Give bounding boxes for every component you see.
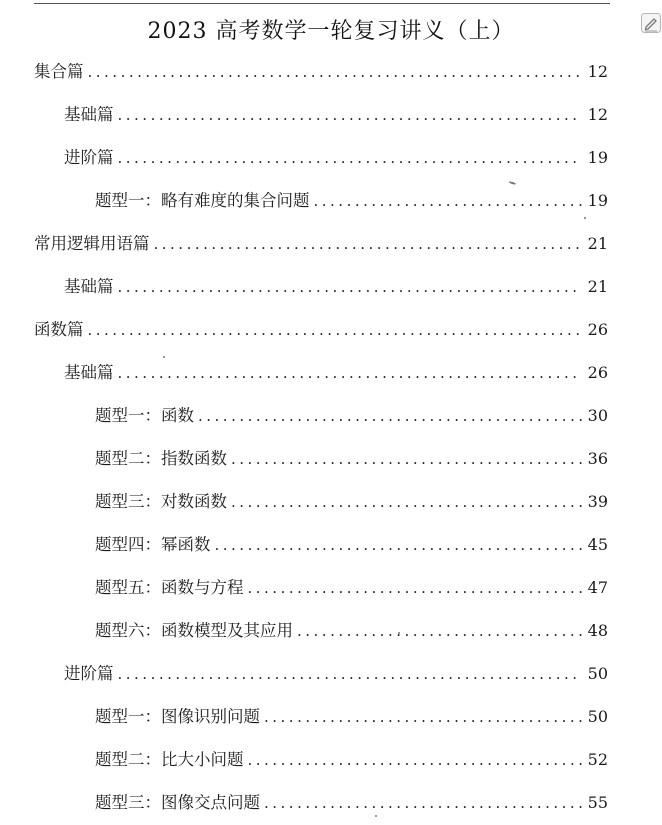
toc-entry-page: 21	[587, 234, 608, 253]
toc-leader-dots	[264, 705, 582, 729]
scan-speck	[398, 632, 400, 634]
toc-entry[interactable]	[95, 619, 608, 643]
toc-entry[interactable]	[95, 447, 608, 471]
toc-entry-label: 题型一：函数	[95, 406, 194, 425]
toc-entry[interactable]	[95, 490, 608, 514]
toc-entry-label: 进阶篇	[64, 664, 114, 683]
toc-entry[interactable]	[64, 662, 608, 686]
toc-entry-page: 12	[587, 62, 608, 81]
toc-entry-page: 21	[587, 277, 608, 296]
toc-leader-dots	[118, 662, 583, 686]
toc-entry-page: 19	[587, 191, 608, 210]
toc-entry-page: 48	[587, 621, 608, 640]
toc-entry[interactable]	[95, 533, 608, 557]
toc-entry[interactable]	[95, 189, 608, 213]
toc-leader-dots	[154, 232, 583, 256]
toc-entry-label: 题型一：略有难度的集合问题	[95, 191, 310, 210]
toc-leader-dots	[118, 275, 583, 299]
toc-leader-dots	[198, 404, 582, 428]
toc-entry-page: 12	[587, 105, 608, 124]
toc-entry-label: 进阶篇	[64, 148, 114, 167]
toc-entry[interactable]	[95, 791, 608, 815]
toc-leader-dots	[215, 533, 583, 557]
toc-leader-dots	[118, 361, 583, 385]
toc-entry-page: 45	[587, 535, 608, 554]
toc-entry-label: 基础篇	[64, 105, 114, 124]
toc-entry-label: 函数篇	[34, 320, 84, 339]
toc-entry-label: 题型二：比大小问题	[95, 750, 244, 769]
toc-entry[interactable]	[95, 404, 608, 428]
toc-entry[interactable]	[64, 361, 608, 385]
toc-leader-dots	[248, 748, 583, 772]
toc-entry-label: 题型三：图像交点问题	[95, 793, 260, 812]
toc-entry[interactable]	[64, 103, 608, 127]
toc-entry[interactable]	[34, 232, 608, 256]
toc-entry[interactable]	[64, 146, 608, 170]
toc-leader-dots	[297, 619, 582, 643]
toc-entry-page: 50	[587, 707, 608, 726]
toc-entry-page: 26	[587, 363, 608, 382]
toc-entry-label: 题型四：幂函数	[95, 535, 211, 554]
toc-entry-label: 常用逻辑用语篇	[34, 234, 150, 253]
toc-leader-dots	[231, 490, 582, 514]
toc-leader-dots	[118, 103, 583, 127]
toc-entry-page: 47	[587, 578, 608, 597]
toc-entry[interactable]	[34, 60, 608, 84]
toc-entry-page: 52	[587, 750, 608, 769]
toc-entry-page: 50	[587, 664, 608, 683]
scan-speck	[375, 815, 377, 817]
toc-entry-label: 题型一：图像识别问题	[95, 707, 260, 726]
toc-entry-page: 55	[587, 793, 608, 812]
document-title: 2023 高考数学一轮复习讲义（上）	[147, 19, 515, 44]
scan-speck	[163, 356, 165, 358]
toc-entry-page: 30	[587, 406, 608, 425]
toc-entry-label: 题型二：指数函数	[95, 449, 227, 468]
toc-entry[interactable]	[95, 748, 608, 772]
toc-leader-dots	[88, 60, 583, 84]
toc-entry-label: 基础篇	[64, 277, 114, 296]
toc-leader-dots	[314, 189, 583, 213]
toc-entry[interactable]	[34, 318, 608, 342]
toc-leader-dots	[248, 576, 583, 600]
toc-entry[interactable]	[95, 576, 608, 600]
toc-entry-label: 题型五：函数与方程	[95, 578, 244, 597]
toc-entry-page: 36	[587, 449, 608, 468]
toc-entry-page: 39	[587, 492, 608, 511]
scan-speck	[584, 217, 586, 219]
toc-entry-label: 题型三：对数函数	[95, 492, 227, 511]
toc-entry-page: 26	[587, 320, 608, 339]
toc-leader-dots	[88, 318, 583, 342]
toc-entry[interactable]	[64, 275, 608, 299]
toc-entry-label: 集合篇	[34, 62, 84, 81]
toc-leader-dots	[264, 791, 582, 815]
toc-entry[interactable]	[95, 705, 608, 729]
toc-leader-dots	[118, 146, 583, 170]
toc-entry-label: 基础篇	[64, 363, 114, 382]
toc-entry-page: 19	[587, 148, 608, 167]
toc-entry-label: 题型六：函数模型及其应用	[95, 621, 293, 640]
toc-leader-dots	[231, 447, 582, 471]
